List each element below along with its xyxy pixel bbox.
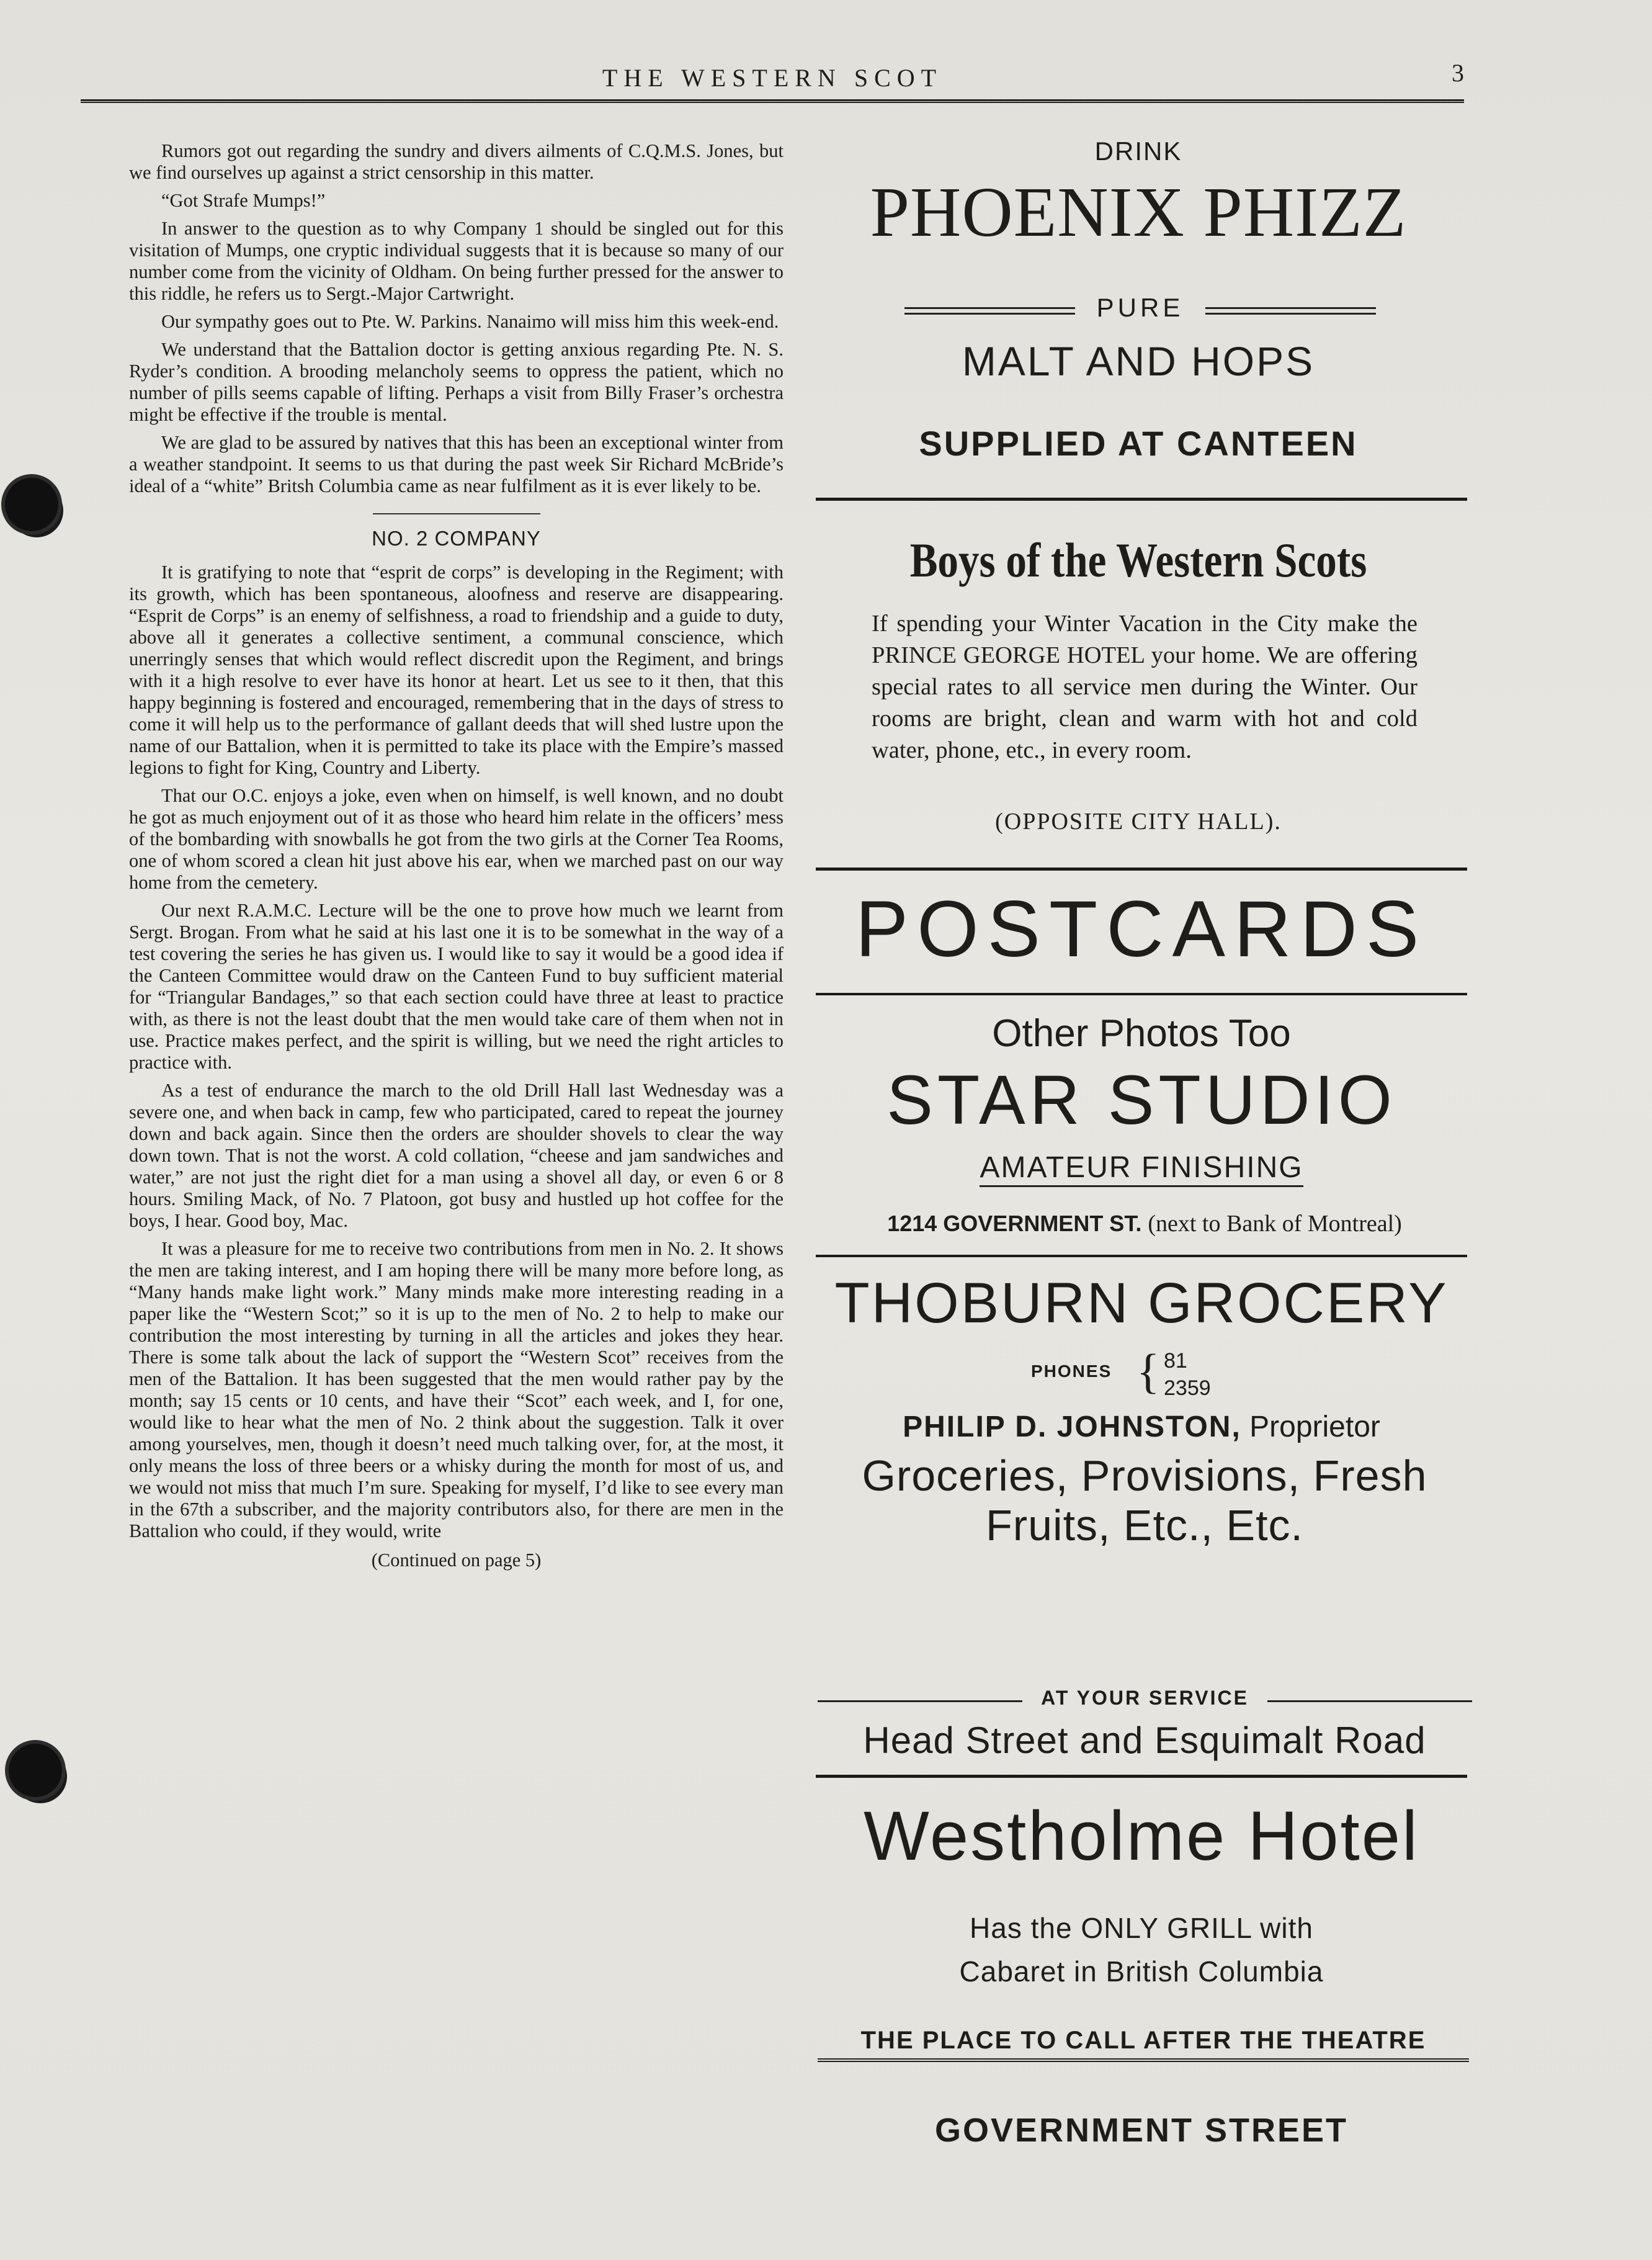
ad-phones bbox=[1031, 1344, 1279, 1402]
ad-westholme-grill bbox=[813, 1906, 1470, 1993]
section-heading: NO. 2 COMPANY bbox=[372, 527, 541, 550]
ad-other-photos: Other Photos Too bbox=[992, 1012, 1291, 1055]
ad-hotel-title: Boys of the Western Scots bbox=[909, 533, 1367, 587]
article-paragraph: It was a pleasure for me to receive two contributions from men in No. 2. It shows the men are taking interest, and I am hoping there will be many more before long, as “Many hands make light work.” Many minds make more interesting reading in a paper like the “Western Scot;” so it is up to the men of No. 2 to help to make our contribution the most interesting by turning in all the articles and jokes they hear. There is some talk about the lack of support the “Western Scot” receives from the men of the Battalion. It has been suggested that the men would rather pay by the month; say 15 cents or 10 cents, and have their “Scot” each week, and I, for one, would like to hear what the men of No. 2 think about the suggestion. Talk it over among yourselves, men, though it doesn’t need much talking over, for, at the most, it only means the loss of three beers or a whisky during the month for most of us, and we would not miss that much I’m sure. Speaking for myself, I’d like to see every man in the 67th a subscriber, and the majority contributors also, for there are men in the Battalion who could, if they would, write bbox=[129, 1238, 784, 1541]
ad-malt-line: MALT AND HOPS bbox=[962, 338, 1315, 384]
article-paragraph: Rumors got out regarding the sundry and divers ailments of C.Q.M.S. Jones, but we find ourselves up against a strict censorship in this matter. bbox=[129, 140, 784, 183]
ad-studio-note: (next to Bank of Montreal) bbox=[1148, 1211, 1402, 1237]
ad-postcards-title: POSTCARDS bbox=[855, 885, 1428, 974]
ad-studio-name: STAR STUDIO bbox=[886, 1061, 1396, 1139]
ad-grocery-name: THOBURN GROCERY bbox=[834, 1271, 1449, 1335]
ad-divider bbox=[816, 993, 1467, 995]
ad-service-banner bbox=[818, 1687, 1472, 1714]
binder-hole bbox=[9, 1744, 62, 1797]
article-paragraph: We are glad to be assured by natives that this has been an exceptional winter from a weather standpoint. It seems to us that during the past week Sir Richard McBride’s ideal of a “white” Britsh Columbia came as near fulfilment as it is ever likely to be. bbox=[129, 432, 784, 496]
ad-phone-number: 2359 bbox=[1164, 1376, 1211, 1400]
binder-hole bbox=[5, 478, 58, 531]
ad-westholme-tagline: THE PLACE TO CALL AFTER THE THEATRE bbox=[818, 2027, 1469, 2062]
ad-proprietor bbox=[813, 1410, 1470, 1444]
ad-hotel-body: If spending your Winter Vacation in the City make the PRINCE GEORGE HOTEL your home. We are offering special rates to all service men during the Winter. Our rooms are bright, clean and warm with hot and cold water, phone, etc., in every room. bbox=[872, 611, 1418, 763]
ad-proprietor-name: PHILIP D. JOHNSTON, bbox=[903, 1410, 1241, 1443]
ad-grocery-goods bbox=[813, 1451, 1476, 1550]
ad-drink-label: DRINK bbox=[1094, 137, 1182, 166]
ad-divider bbox=[816, 498, 1467, 501]
ad-amateur-finishing bbox=[813, 1150, 1470, 1185]
article-paragraph: We understand that the Battalion doctor is getting anxious regarding Pte. N. S. Ryder’s condition. A brooding melancholy seems to oppress the patient, which no number of pills seems capable of lifting. Perhaps a visit from Billy Fraser’s orchestra might be effective if the trouble is mental. bbox=[129, 339, 784, 425]
ad-grill-line: Has the ONLY GRILL with bbox=[970, 1912, 1313, 1944]
article-paragraph: It is gratifying to note that “esprit de corps” is developing in the Regiment; with its growth, which has been spontaneous, aloofness and reserve are disappearing. “Esprit de Corps” is an enemy of selfishness, a road to friendship and a guide to duty, above all it generates a collective sentiment, a communal conscience, which unerringly senses that which would reflect discredit upon the Regiment, and brings with it a high resolve to ever have its honor at heart. Let us see to it then, that this happy beginning is fostered and encouraged, remembering that in the days of stress to come it will help us to the performance of gallant deeds that will shed lustre upon the name of our Battalion, when it is permitted to take its place with the Empire’s massed legions to fight for King, Country and Liberty. bbox=[129, 562, 784, 778]
section-divider bbox=[373, 513, 540, 514]
running-title: THE WESTERN SCOT bbox=[602, 64, 943, 92]
page-header bbox=[81, 51, 1464, 107]
ad-canteen-line: SUPPLIED AT CANTEEN bbox=[919, 424, 1358, 463]
ad-studio-address bbox=[813, 1210, 1476, 1237]
ad-phone-number: 81 bbox=[1164, 1349, 1187, 1373]
ad-westholme-name: Westholme Hotel bbox=[864, 1797, 1419, 1875]
ad-phoenix-title: PHOENIX PHIZZ bbox=[870, 173, 1407, 251]
article-paragraph: Our sympathy goes out to Pte. W. Parkins. Nanaimo will miss him this week-end. bbox=[161, 311, 779, 332]
ad-westholme-street: GOVERNMENT STREET bbox=[934, 2112, 1349, 2149]
ad-studio-street: 1214 GOVERNMENT ST. bbox=[887, 1211, 1142, 1236]
article-paragraph: That our O.C. enjoys a joke, even when on himself, is well known, and no doubt he got as much enjoyment out of it as those who heard him relate in the officers’ mess of the bombarding with snowballs he got from the two girls at the Corner Tea Rooms, one of whom scored a clean hit just above his ear, when we marched past on our way home from the cemetery. bbox=[129, 785, 784, 893]
header-rule bbox=[81, 99, 1464, 103]
article-column bbox=[129, 140, 784, 1571]
article-paragraph: As a test of endurance the march to the old Drill Hall last Wednesday was a severe one, and when back in camp, few who participated, cared to repeat the journey down and back again. Since then the orders are shoulder shovels to clear the way down town. That is not the worst. A cold collation, “cheese and jam sandwiches and water,” are not just the right diet for a man using a shovel all day, or even 6 or 8 hours. Smiling Mack, of No. 7 Platoon, got busy and hustled up hot coffee for the boys, I hear. Good boy, Mac. bbox=[129, 1080, 784, 1231]
ad-pure-banner bbox=[904, 293, 1376, 330]
ad-grocery-location: Head Street and Esquimalt Road bbox=[863, 1720, 1426, 1761]
ad-hotel-address: (OPPOSITE CITY HALL). bbox=[995, 809, 1282, 835]
ad-divider bbox=[816, 1775, 1467, 1778]
ad-westholme-tagline-wrap bbox=[818, 2027, 1469, 2062]
ad-goods-line: Groceries, Provisions, Fresh bbox=[862, 1451, 1427, 1500]
article-paragraph: In answer to the question as to why Company 1 should be singled out for this visitation of Mumps, one cryptic individual suggests that it is because so many of our number come from the vicinity of Oldham. On being further pressed for the answer to this riddle, he refers us to Sergt.-Major Cartwright. bbox=[129, 218, 784, 304]
continued-note: (Continued on page 5) bbox=[371, 1549, 542, 1571]
ad-amateur-label: AMATEUR FINISHING bbox=[980, 1151, 1303, 1187]
article-paragraph: “Got Strafe Mumps!” bbox=[161, 190, 326, 211]
article-paragraph: Our next R.A.M.C. Lecture will be the one to prove how much we learnt from Sergt. Brogan. From what he said at his last one it is to be somewhat in the way of a test covering the series he has given us. I would like to say it would be a good idea if the Canteen Committee would draw on the Canteen Fund to buy sufficient material for “Triangular Bandages,” so that each section could have three at least to practice with, as there is not the least doubt that the men would take care of them when not in use. Practice makes perfect, and the spirit is willing, but we need the right articles to practice with. bbox=[129, 900, 784, 1073]
ad-divider bbox=[816, 868, 1467, 871]
ad-proprietor-title: Proprietor bbox=[1249, 1410, 1380, 1443]
ad-divider bbox=[816, 1255, 1467, 1257]
page-number: 3 bbox=[1452, 59, 1464, 87]
ad-grill-line: Cabaret in British Columbia bbox=[959, 1955, 1324, 1988]
ad-goods-line: Fruits, Etc., Etc. bbox=[986, 1501, 1303, 1549]
brace-icon: { bbox=[1136, 1344, 1160, 1398]
ad-phones-label: PHONES bbox=[1031, 1361, 1112, 1381]
ad-service-label: AT YOUR SERVICE bbox=[1041, 1687, 1249, 1709]
ad-pure-label: PURE bbox=[1096, 293, 1184, 322]
